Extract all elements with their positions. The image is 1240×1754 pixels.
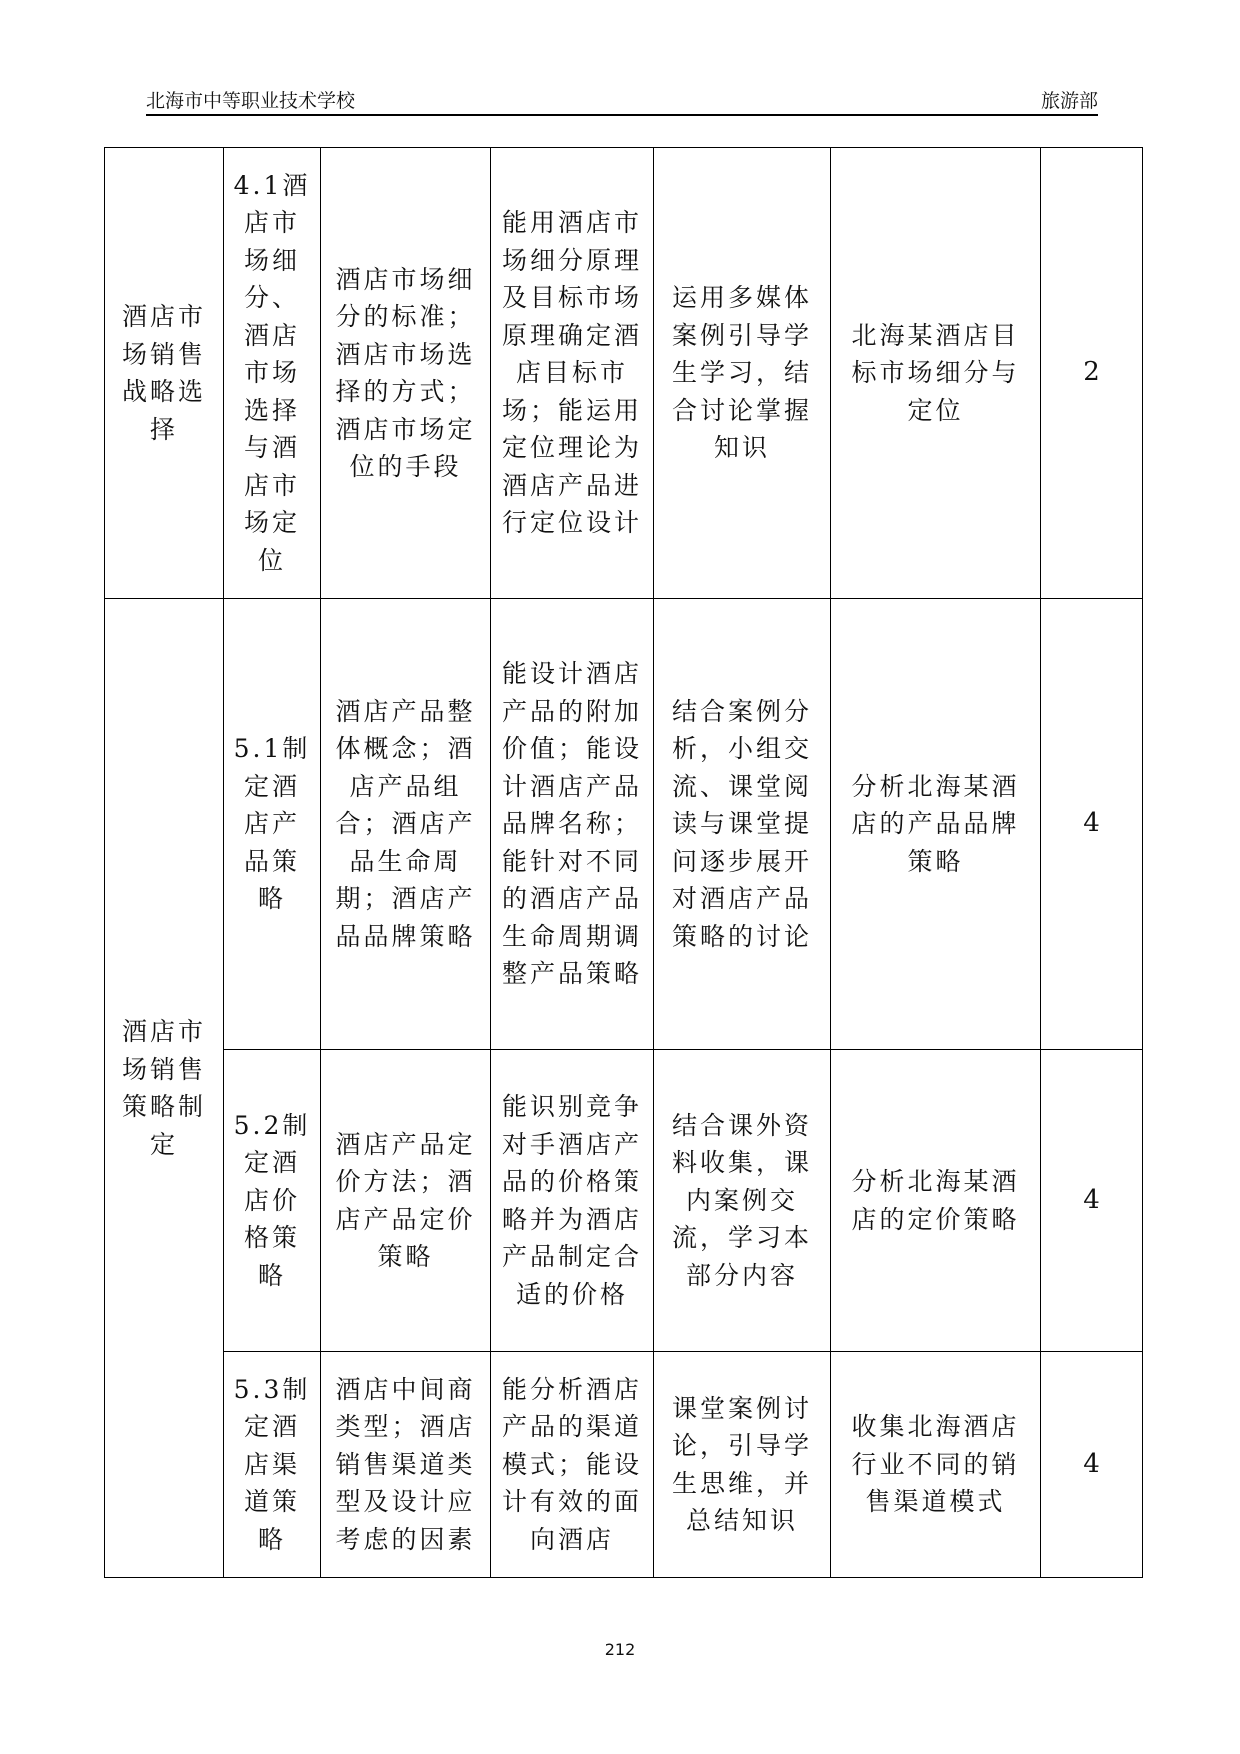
activity-cell: 分析北海某酒店的定价策略 [831, 1050, 1041, 1352]
table-row [105, 599, 1143, 1050]
module-cell: 酒店市场销售战略选择 [105, 148, 224, 599]
activity-cell: 收集北海酒店行业不同的销售渠道模式 [831, 1352, 1041, 1578]
content-cell: 酒店产品定价方法；酒店产品定价策略 [321, 1050, 491, 1352]
unit-cell: 5.1制定酒店产品策略 [224, 599, 321, 1050]
hours-cell: 4 [1041, 1352, 1143, 1578]
page-number: 212 [604, 1640, 636, 1659]
method-cell: 结合课外资料收集，课内案例交流，学习本部分内容 [654, 1050, 831, 1352]
table-row [105, 148, 1143, 599]
content-cell: 酒店市场细分的标准；酒店市场选择的方式；酒店市场定位的手段 [321, 148, 491, 599]
department-name: 旅游部 [1040, 90, 1098, 112]
activity-cell: 分析北海某酒店的产品品牌策略 [831, 599, 1041, 1050]
table-row [105, 1050, 1143, 1352]
activity-cell: 北海某酒店目标市场细分与定位 [831, 148, 1041, 599]
objective-cell: 能识别竞争对手酒店产品的价格策略并为酒店产品制定合适的价格 [491, 1050, 654, 1352]
objective-cell: 能设计酒店产品的附加价值；能设计酒店产品品牌名称；能针对不同的酒店产品生命周期调整产品策略 [491, 599, 654, 1050]
method-cell: 运用多媒体案例引导学生学习，结合讨论掌握知识 [654, 148, 831, 599]
method-cell: 结合案例分析，小组交流、课堂阅读与课堂提问逐步展开对酒店产品策略的讨论 [654, 599, 831, 1050]
objective-cell: 能用酒店市场细分原理及目标市场原理确定酒店目标市场；能运用定位理论为酒店产品进行定位设计 [491, 148, 654, 599]
school-name: 北海市中等职业技术学校 [146, 90, 356, 112]
objective-cell: 能分析酒店产品的渠道模式；能设计有效的面向酒店 [491, 1352, 654, 1578]
content-cell: 酒店产品整体概念；酒店产品组合；酒店产品生命周期；酒店产品品牌策略 [321, 599, 491, 1050]
content-cell: 酒店中间商类型；酒店销售渠道类型及设计应考虑的因素 [321, 1352, 491, 1578]
hours-cell: 2 [1041, 148, 1143, 599]
hours-cell: 4 [1041, 1050, 1143, 1352]
table-row [105, 1352, 1143, 1578]
hours-cell: 4 [1041, 599, 1143, 1050]
unit-cell: 5.3制定酒店渠道策略 [224, 1352, 321, 1578]
unit-cell: 4.1酒店市场细分、酒店市场选择与酒店市场定位 [224, 148, 321, 599]
module-cell: 酒店市场销售策略制定 [105, 599, 224, 1578]
page-header [146, 84, 1098, 116]
unit-cell: 5.2制定酒店价格策略 [224, 1050, 321, 1352]
syllabus-table [104, 147, 1143, 1578]
method-cell: 课堂案例讨论，引导学生思维，并总结知识 [654, 1352, 831, 1578]
